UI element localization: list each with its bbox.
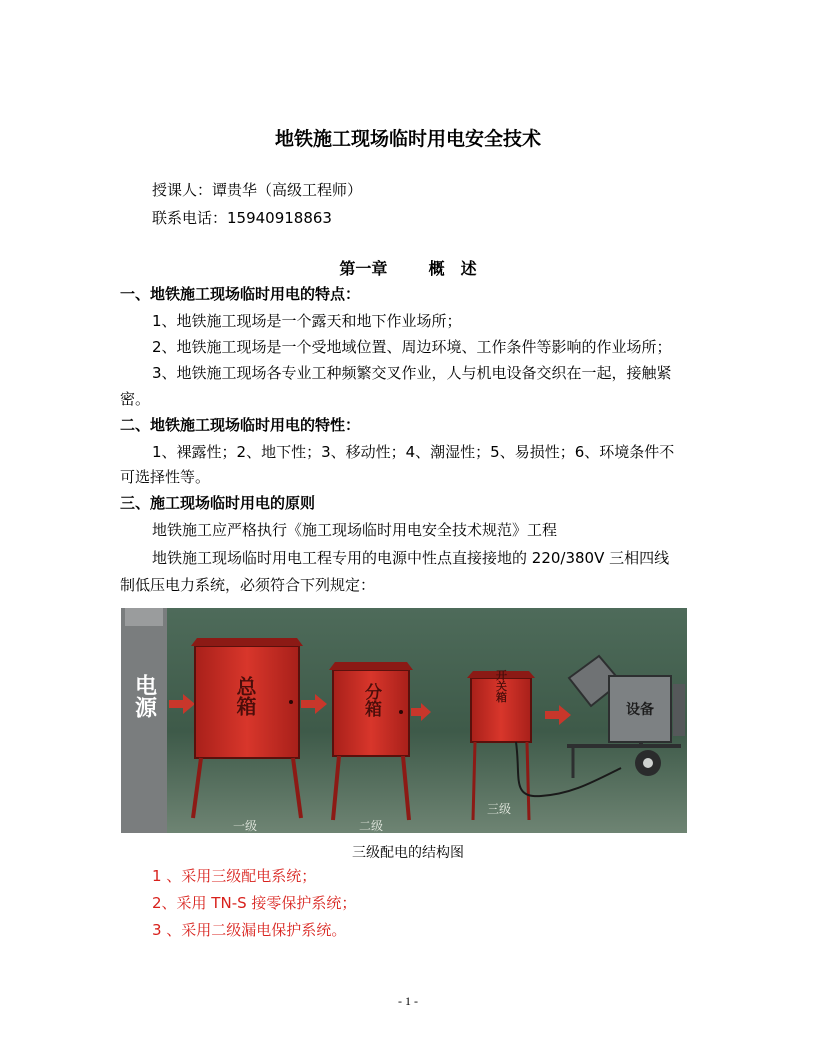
power-source-pillar: [121, 608, 167, 833]
level3-label: 三级: [486, 802, 512, 816]
switch-box-label: 开关箱: [494, 669, 508, 703]
section1-item1: 1、地铁施工现场是一个露天和地下作业场所；: [152, 312, 462, 330]
section2-line2: 可选择性等。: [120, 468, 211, 486]
section1-item2: 2、地铁施工现场是一个受地域位置、周边环境、工作条件等影响的作业场所；: [152, 338, 672, 356]
section2-line1: 1、裸露性；2、地下性；3、移动性；4、潮湿性；5、易损性；6、环境条件不: [152, 443, 675, 461]
distribution-diagram-image: [121, 608, 687, 833]
section1-item3-line2: 密。: [120, 390, 151, 408]
figure-caption: 三级配电的结构图: [352, 845, 464, 861]
power-source-label: 电源: [131, 674, 157, 718]
section1-item3-line1: 3、地铁施工现场各专业工种频繁交叉作业，人与机电设备交织在一起，接触紧: [152, 364, 672, 382]
document-title: 地铁施工现场临时用电安全技术: [274, 128, 541, 150]
section3-para2-line1: 地铁施工现场临时用电工程专用的电源中性点直接接地的 220/380V 三相四线: [152, 549, 670, 567]
section2-heading: 二、地铁施工现场临时用电的特性：: [120, 416, 361, 434]
sub-box-label: 分箱: [361, 683, 381, 717]
section3-heading: 三、施工现场临时用电的原则: [120, 494, 316, 512]
section3-para2-line2: 制低压电力系统，必须符合下列规定：: [120, 576, 376, 594]
level1-label: 一级: [232, 819, 258, 833]
section3-para1: 地铁施工应严格执行《施工现场临时用电安全技术规范》工程: [152, 521, 558, 539]
lecturer-line: 授课人：谭贵华（高级工程师）: [152, 181, 363, 199]
chapter-heading: [0, 256, 816, 279]
rule-1: 1 、采用三级配电系统；: [152, 867, 317, 885]
main-box-label: 总箱: [233, 676, 257, 716]
section1-heading: 一、地铁施工现场临时用电的特点：: [120, 285, 361, 303]
equipment-label: 设备: [626, 702, 654, 718]
chapter-number: 第一章: [339, 259, 388, 278]
rule-3: 3 、采用二级漏电保护系统。: [152, 921, 347, 939]
level2-label: 二级: [358, 819, 384, 833]
page-number: - 1 -: [398, 994, 418, 1008]
rule-2: 2、采用 TN-S 接零保护系统；: [152, 894, 357, 912]
phone-line: 联系电话：15940918863: [152, 209, 332, 227]
chapter-name: 概 述: [428, 259, 477, 278]
